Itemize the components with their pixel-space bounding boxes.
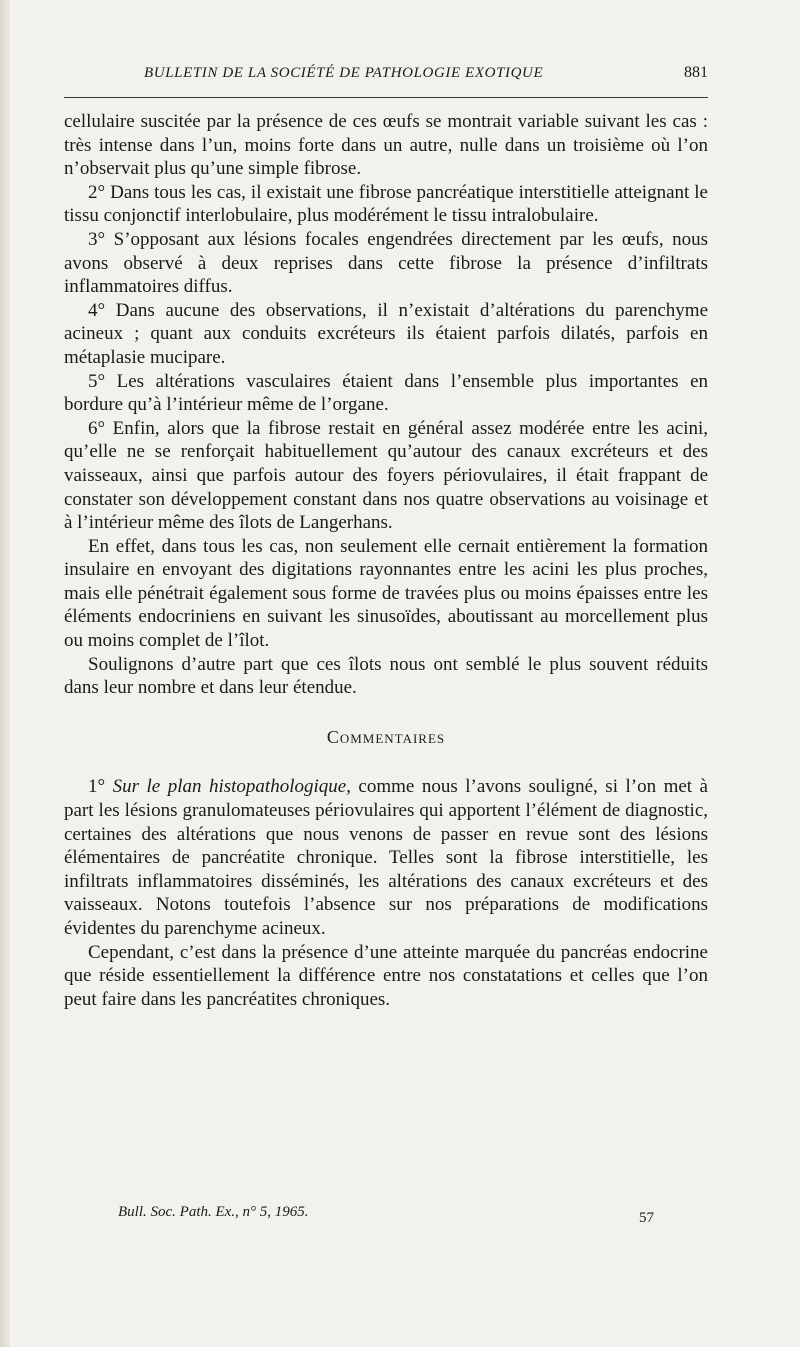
paragraph: Soulignons d’autre part que ces îlots nous ont semblé le plus souvent réduits dans leur nombre et dans leur étendue. (64, 653, 708, 699)
paragraph: Cependant, c’est dans la présence d’une atteinte marquée du pancréas endocrine que réside essentiellement la différence entre nos constatations et celles que l’on peut faire dans les pancréatites chroniques. (64, 941, 708, 1010)
paragraph: 5° Les altérations vasculaires étaient dans l’ensemble plus importantes en bordure qu’à l’intérieur même de l’organe. (64, 370, 708, 416)
footer-citation: Bull. Soc. Path. Ex., n° 5, 1965. (118, 1204, 309, 1220)
paragraph: En effet, dans tous les cas, non seulement elle cernait entièrement la formation insulaire en envoyant des digitations rayonnantes entre les acini les plus proches, mais elle pénétrait également sous forme de travées plus ou moins épaisses entre les éléments endocriniens en suivant les sinusoïdes, aboutissant au morcellement plus ou moins complet de l’îlot. (64, 535, 708, 652)
paragraph: 3° S’opposant aux lésions focales engendrées directement par les œufs, nous avons observé à deux reprises dans cette fibrose la présence d’infiltrats inflammatoires diffus. (64, 228, 708, 298)
paragraph: cellulaire suscitée par la présence de ces œufs se montrait variable suivant les cas : très intense dans l’un, moins forte dans un autre, nulle dans un troisième où l’on n’observait plus qu’une simple fibrose. (64, 111, 708, 180)
paragraph: 4° Dans aucune des observations, il n’existait d’altérations du parenchyme acineux ; quant aux conduits excréteurs ils étaient parfois dilatés, parfois en métaplasie mucipare. (64, 299, 708, 368)
section-heading: Commentaires (326, 726, 446, 747)
comment-label: Sur le plan histopathologique, (112, 776, 351, 798)
journal-title: BULLETIN DE LA SOCIÉTÉ DE PATHOLOGIE EXOTIQUE (144, 65, 544, 81)
comment-text: comme nous l’avons souligné, si l’on met à part les lésions granulomateuses périovulaires qui apportent l’élément de diagnostic, certaines des altérations que nous venons de passer en revue sont des lésions élémentaires de pancréatite chronique. Telles sont la fibrose interstitielle, les infiltrats inflammatoires disséminés, les altérations des canaux excréteurs et des vaisseaux. Notons toutefois l’absence sur nos préparations de modifications évidentes du parenchyme acineux. (64, 776, 708, 939)
signature-mark: 57 (639, 1210, 654, 1226)
comment-number: 1° (88, 776, 113, 798)
paragraph: 2° Dans tous les cas, il existait une fibrose pancréatique interstitielle atteignant le tissu conjonctif interlobulaire, plus modérément le tissu intralobulaire. (64, 181, 708, 227)
page-number: 881 (684, 64, 708, 81)
page-edge (0, 0, 10, 1347)
page-footer (118, 1204, 654, 1227)
comment-paragraph (64, 775, 708, 940)
running-header (118, 64, 708, 82)
article-body (64, 110, 708, 1011)
header-rule (64, 97, 708, 98)
paragraph: 6° Enfin, alors que la fibrose restait en général assez modérée entre les acini, qu’elle ne se renforçait habituellement qu’autour des canaux excréteurs et des vaisseaux, ainsi que parfois autour des foyers périovulaires, il était frappant de constater son développement constant dans nos quatre observations au voisinage et à l’intérieur même des îlots de Langerhans. (64, 417, 708, 534)
